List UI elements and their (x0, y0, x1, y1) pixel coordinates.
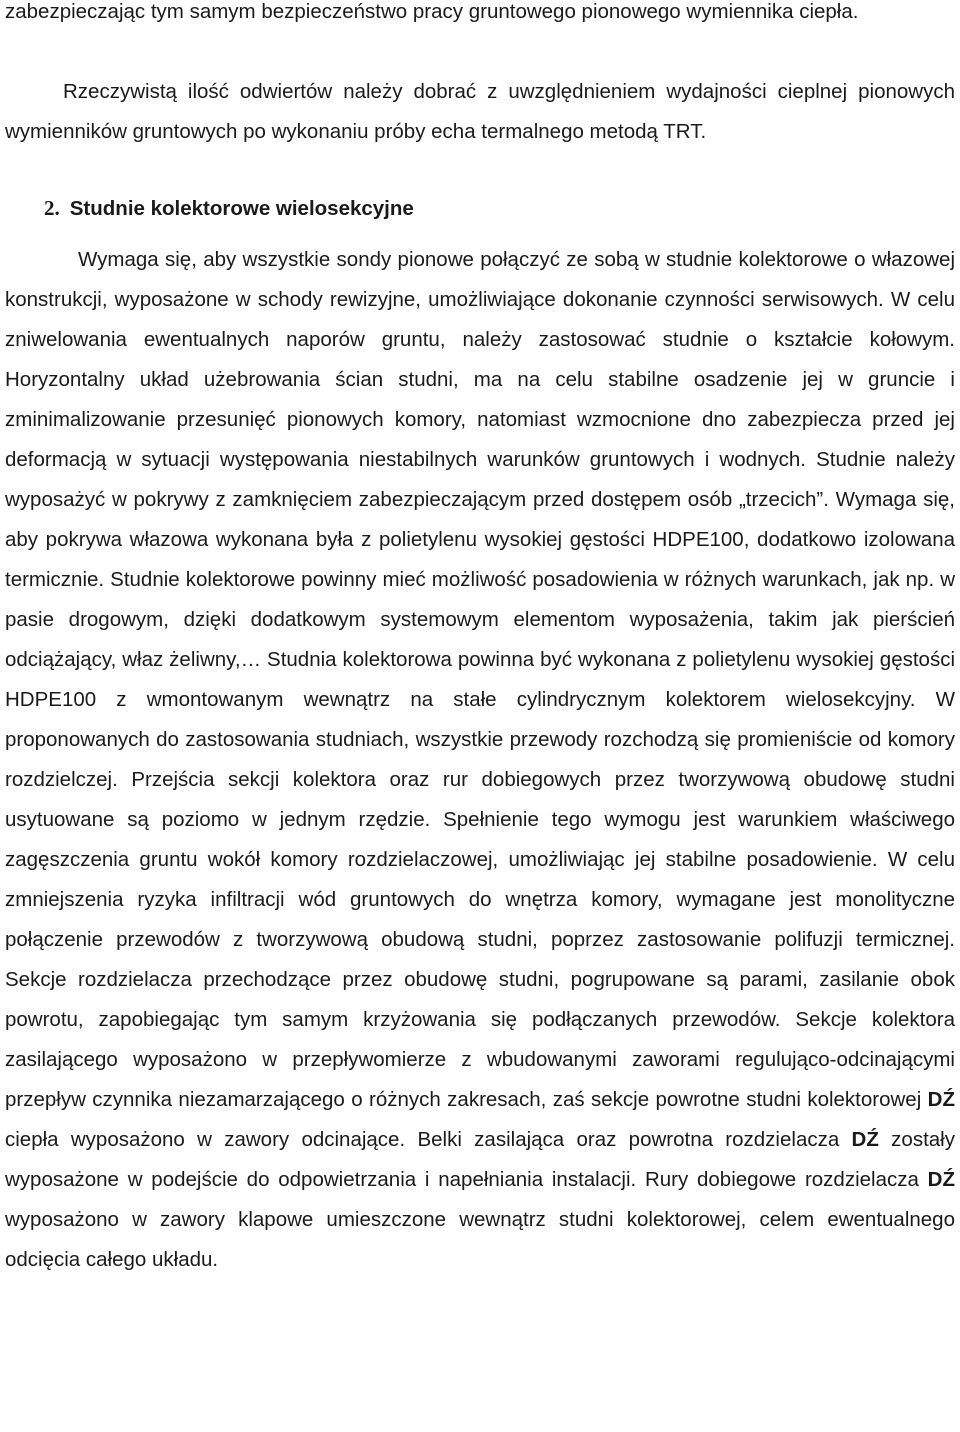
dz-abbrev-3: DŹ (927, 1168, 955, 1191)
body-text-4: wyposażono w zawory klapowe umieszczone wewnątrz studni kolektorowej, celem ewentualnego odcięcia całego układu. (5, 1208, 955, 1271)
dz-abbrev-2: DŹ (851, 1128, 879, 1151)
trt-paragraph (5, 72, 955, 152)
intro-paragraph (5, 0, 955, 32)
dz-abbrev-1: DŹ (927, 1088, 955, 1111)
intro-line: zabezpieczając tym samym bezpieczeństwo pracy gruntowego pionowego wymiennika ciepła. (5, 0, 859, 23)
trt-text: Rzeczywistą ilość odwiertów należy dobrać z uwzględnieniem wydajności cieplnej pionowych wymienników gruntowych po wykonaniu próby echa termalnego metodą TRT. (5, 80, 955, 143)
body-text-3: zostały wyposażone w podejście do odpowietrzania i napełniania instalacji. Rury dobiegowe rozdzielacza (5, 1128, 955, 1191)
section-heading (44, 188, 414, 229)
body-text-2: ciepła wyposażono w zawory odcinające. Belki zasilająca oraz powrotna rozdzielacza (5, 1128, 840, 1151)
body-text-1: Wymaga się, aby wszystkie sondy pionowe połączyć ze sobą w studnie kolektorowe o włazowej konstrukcji, wyposażone w schody rewizyjne, umożliwiające dokonanie czynności serwisowych. W celu zniwelowania ewentualnych naporów gruntu, należy zastosować studnie o kształcie kołowym. Horyzontalny układ użebrowania ścian studni, ma na celu stabilne osadzenie jej w gruncie i zminimalizowanie przesunięć pionowych komory, natomiast wzmocnione dno zabezpiecza przed jej deformacją w sytuacji występowania niestabilnych warunków gruntowych i wodnych. Studnie należy wyposażyć w pokrywy z zamknięciem zabezpieczającym przed dostępem osób „trzecich”. Wymaga się, aby pokrywa włazowa wykonana była z polietylenu wysokiej gęstości HDPE100, dodatkowo izolowana termicznie. Studnie kolektorowe powinny mieć możliwość posadowienia w różnych warunkach, jak np. w pasie drogowym, dzięki dodatkowym systemowym elementom wyposażenia, takim jak pierścień odciążający, właz żeliwny,… Studnia kolektorowa powinna być wykonana z polietylenu wysokiej gęstości HDPE100 z wmontowanym wewnątrz na stałe cylindrycznym kolektorem wielosekcyjny. W proponowanych do zastosowania studniach, wszystkie przewody rozchodzą się promieniście od komory rozdzielczej. Przejścia sekcji kolektora oraz rur dobiegowych przez tworzywową obudowę studni usytuowane są poziomo w jednym rzędzie. Spełnienie tego wymogu jest warunkiem właściwego zagęszczenia gruntu wokół komory rozdzielaczowej, umożliwiając jej stabilne posadowienie. W celu zmniejszenia ryzyka infiltracji wód gruntowych do wnętrza komory, wymagane jest monolityczne połączenie przewodów z tworzywową obudową studni, poprzez zastosowanie polifuzji termicznej. Sekcje rozdzielacza przechodzące przez obudowę studni, pogrupowane są parami, zasilanie obok powrotu, zapobiegając tym samym krzyżowania się podłączanych przewodów. Sekcje kolektora zasilającego wyposażono w przepływomierze z wbudowanymi zaworami regulująco-odcinającymi przepływ czynnika niezamarzającego o różnych zakresach, zaś sekcje powrotne studni kolektorowej (5, 248, 955, 1111)
body-paragraph (5, 240, 955, 1280)
section-title: Studnie kolektorowe wielosekcyjne (69, 197, 414, 220)
section-number: 2. (44, 196, 60, 220)
